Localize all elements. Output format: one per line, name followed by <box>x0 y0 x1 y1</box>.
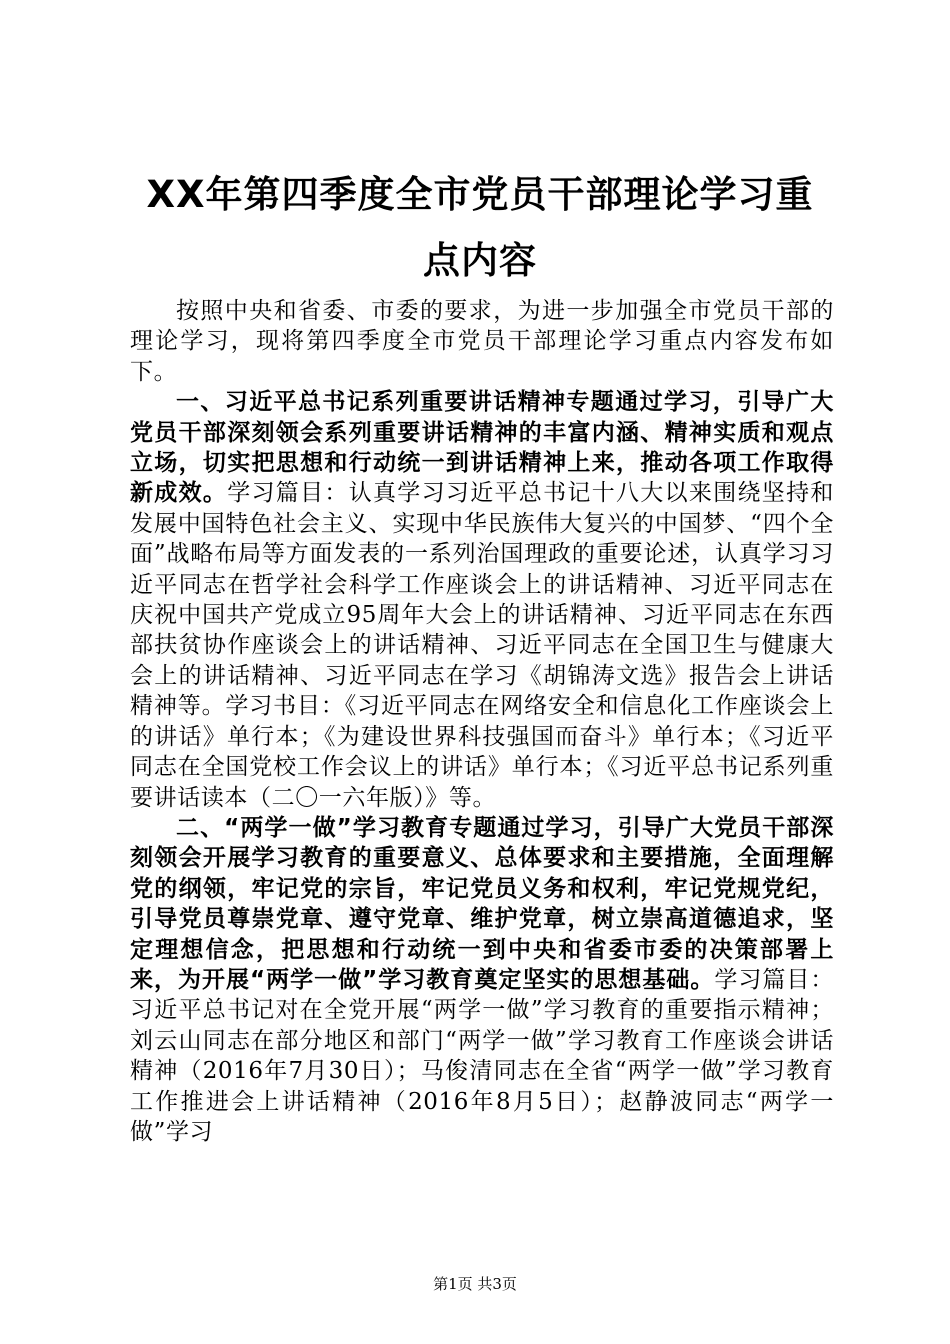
intro-paragraph: 按照中央和省委、市委的要求，为进一步加强全市党员干部的理论学习，现将第四季度全市党员干部理论学习重点内容发布如下。 <box>130 298 834 385</box>
document-body <box>130 296 834 1147</box>
section-2-body: 学习篇目：习近平总书记对在全党开展“两学一做”学习教育的重要指示精神；刘云山同志在部分地区和部门“两学一做”学习教育工作座谈会讲话精神（2016年7月30日）；马俊清同志在全省“两学一做”学习教育工作推进会上讲话精神（2016年8月5日）；赵静波同志“两学一做”学习 <box>130 966 834 1145</box>
section-1-body: 学习篇目：认真学习习近平总书记十八大以来围绕坚持和发展中国特色社会主义、实现中华民族伟大复兴的中国梦、“四个全面”战略布局等方面发表的一系列治国理政的重要论述，认真学习习近平同志在哲学社会科学工作座谈会上的讲话精神、习近平同志在庆祝中国共产党成立95周年大会上的讲话精神、习近平同志在东西部扶贫协作座谈会上的讲话精神、习近平同志在全国卫生与健康大会上的讲话精神、习近平同志在学习《胡锦涛文选》报告会上讲话精神等。学习书目：《习近平同志在网络安全和信息化工作座谈会上的讲话》单行本；《为建设世界科技强国而奋斗》单行本；《习近平同志在全国党校工作会议上的讲话》单行本；《习近平总书记系列重要讲话读本（二〇一六年版）》等。 <box>130 480 834 811</box>
page-footer: 第1页 共3页 <box>433 1275 517 1293</box>
section-2-paragraph <box>130 813 834 1147</box>
section-1-paragraph <box>130 387 834 813</box>
section-1-lead: 一、习近平总书记系列重要讲话精神专题通过学习，引导广大党员干部深刻领会系列重要讲话精神的丰富内涵、精神实质和观点立场，切实把思想和行动统一到讲话精神上来，推动各项工作取得新成效。 <box>130 389 834 507</box>
section-2-lead: 二、“两学一做”学习教育专题通过学习，引导广大党员干部深刻领会开展学习教育的重要意义、总体要求和主要措施，全面理解党的纲领，牢记党的宗旨，牢记党员义务和权利，牢记党规党纪，引导党员尊崇党章、遵守党章、维护党章，树立崇高道德追求，坚定理想信念，把思想和行动统一到中央和省委市委的决策部署上来，为开展“两学一做”学习教育奠定坚实的思想基础。 <box>130 814 834 993</box>
document-title: XX年第四季度全市党员干部理论学习重点内容 <box>146 173 814 282</box>
